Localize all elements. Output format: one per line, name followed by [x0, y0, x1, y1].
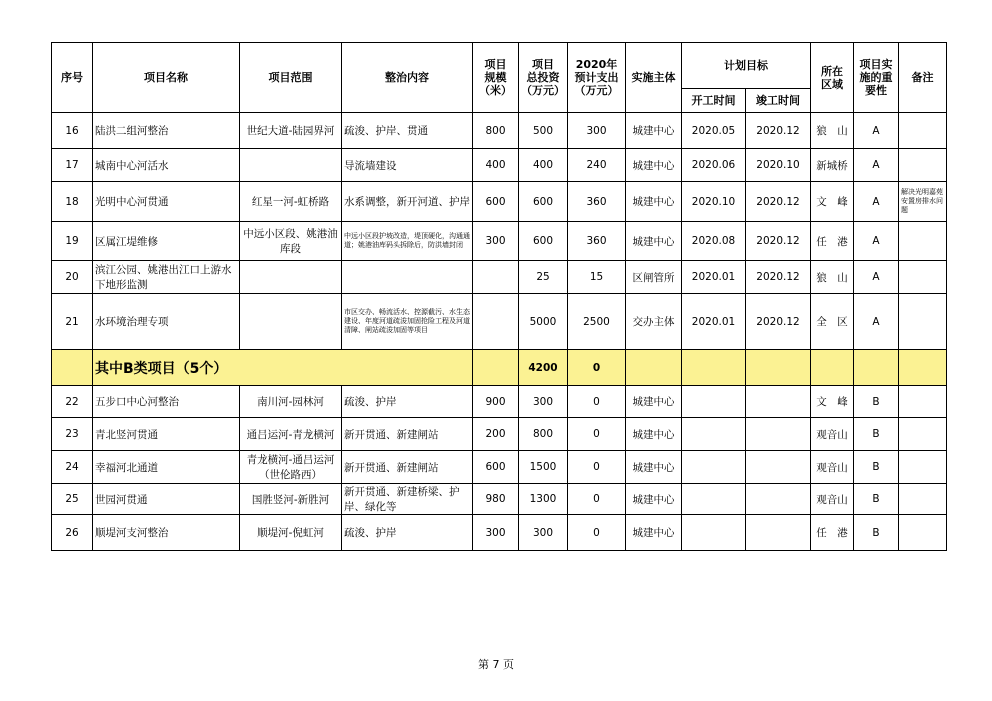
- cell-scale: 600: [473, 451, 519, 484]
- cell-entity: 交办主体: [626, 294, 682, 350]
- cell-expense: 0: [568, 451, 626, 484]
- cell-scale: 300: [473, 222, 519, 261]
- cell-seq: 18: [52, 182, 93, 222]
- cell-scope: 顺堤河-倪虹河: [240, 515, 342, 551]
- cell-content: 导流墙建设: [342, 149, 473, 182]
- cell-expense: 0: [568, 515, 626, 551]
- cell-area: 观音山: [811, 484, 854, 515]
- cat-blank: [682, 350, 746, 386]
- cell-importance: A: [854, 182, 899, 222]
- cell-expense: 0: [568, 386, 626, 418]
- cell-area: 观音山: [811, 451, 854, 484]
- cell-entity: 城建中心: [626, 182, 682, 222]
- cell-end: 2020.12: [746, 222, 811, 261]
- cell-expense: 2500: [568, 294, 626, 350]
- table-row: [52, 222, 947, 261]
- cell-importance: A: [854, 261, 899, 294]
- cell-entity: 城建中心: [626, 149, 682, 182]
- cell-content: 市区交办、畅流活水、控源截污、水生态建设、年度河道疏浚加固抢险工程及河道清障、闸站疏浚加固等项目: [342, 294, 473, 350]
- cell-notes: [899, 484, 947, 515]
- table-row: [52, 182, 947, 222]
- cell-scale: [473, 294, 519, 350]
- header-scope: 项目范围: [240, 43, 342, 113]
- cell-notes: [899, 386, 947, 418]
- cell-end: 2020.12: [746, 113, 811, 149]
- cell-content: 新开贯通、新建桥梁、护岸、绿化等: [342, 484, 473, 515]
- cell-end: 2020.12: [746, 182, 811, 222]
- cat-blank: [854, 350, 899, 386]
- table-row: [52, 451, 947, 484]
- table-row: [52, 484, 947, 515]
- cell-importance: A: [854, 222, 899, 261]
- cell-seq: 26: [52, 515, 93, 551]
- cell-start: [682, 418, 746, 451]
- cell-scale: 200: [473, 418, 519, 451]
- cell-start: 2020.05: [682, 113, 746, 149]
- cell-notes: [899, 113, 947, 149]
- cell-end: [746, 515, 811, 551]
- cell-content: 新开贯通、新建闸站: [342, 418, 473, 451]
- table-row: [52, 515, 947, 551]
- cell-seq: 24: [52, 451, 93, 484]
- cell-expense: 360: [568, 182, 626, 222]
- header-scale: 项目 规模 （米）: [473, 43, 519, 113]
- cell-name: 区属江堤维修: [93, 222, 240, 261]
- cell-notes: [899, 149, 947, 182]
- cell-scope: 南川河-园林河: [240, 386, 342, 418]
- cell-entity: 城建中心: [626, 451, 682, 484]
- cell-end: [746, 386, 811, 418]
- cell-end: 2020.10: [746, 149, 811, 182]
- cell-area: 任 港: [811, 515, 854, 551]
- cell-name: 五步口中心河整治: [93, 386, 240, 418]
- cell-invest: 800: [519, 418, 568, 451]
- cell-importance: B: [854, 451, 899, 484]
- cell-invest: 300: [519, 515, 568, 551]
- cell-end: 2020.12: [746, 261, 811, 294]
- cell-end: 2020.12: [746, 294, 811, 350]
- cell-start: 2020.08: [682, 222, 746, 261]
- cell-scope: [240, 261, 342, 294]
- cell-expense: 300: [568, 113, 626, 149]
- cell-notes: 解决光明嘉苑安置房排水问题: [899, 182, 947, 222]
- cell-end: [746, 451, 811, 484]
- cat-blank: [473, 350, 519, 386]
- cell-scope: [240, 149, 342, 182]
- cell-seq: 22: [52, 386, 93, 418]
- header-notes: 备注: [899, 43, 947, 113]
- header-area: 所在 区域: [811, 43, 854, 113]
- cell-entity: 城建中心: [626, 113, 682, 149]
- cell-seq: 17: [52, 149, 93, 182]
- cell-end: [746, 484, 811, 515]
- cell-start: 2020.01: [682, 261, 746, 294]
- cell-name: 幸福河北通道: [93, 451, 240, 484]
- cell-entity: 区闸管所: [626, 261, 682, 294]
- cell-scale: 900: [473, 386, 519, 418]
- cell-start: 2020.10: [682, 182, 746, 222]
- header-invest: 项目 总投资 （万元）: [519, 43, 568, 113]
- cat-blank: [811, 350, 854, 386]
- cell-content: 水系调整，新开河道、护岸: [342, 182, 473, 222]
- cell-importance: A: [854, 294, 899, 350]
- cell-scale: 400: [473, 149, 519, 182]
- cell-area: 狼 山: [811, 261, 854, 294]
- cat-blank: [899, 350, 947, 386]
- cell-expense: 360: [568, 222, 626, 261]
- header-entity: 实施主体: [626, 43, 682, 113]
- cell-scope: [240, 294, 342, 350]
- header-importance: 项目实 施的重 要性: [854, 43, 899, 113]
- cat-blank: [626, 350, 682, 386]
- cell-content: [342, 261, 473, 294]
- cell-expense: 15: [568, 261, 626, 294]
- cell-scope: 国胜竖河-新胜河: [240, 484, 342, 515]
- cell-entity: 城建中心: [626, 386, 682, 418]
- header-end: 竣工时间: [746, 89, 811, 113]
- cell-invest: 25: [519, 261, 568, 294]
- cell-scope: 通吕运河-青龙横河: [240, 418, 342, 451]
- table-row: [52, 418, 947, 451]
- table-row: [52, 149, 947, 182]
- cell-invest: 600: [519, 182, 568, 222]
- cell-notes: [899, 451, 947, 484]
- category-invest: 4200: [519, 350, 568, 386]
- table-row: [52, 294, 947, 350]
- cell-scale: 800: [473, 113, 519, 149]
- cell-entity: 城建中心: [626, 484, 682, 515]
- cell-name: 水环境治理专项: [93, 294, 240, 350]
- header-content: 整治内容: [342, 43, 473, 113]
- cell-content: 疏浚、护岸: [342, 515, 473, 551]
- cell-scale: 300: [473, 515, 519, 551]
- cell-importance: B: [854, 515, 899, 551]
- cell-start: [682, 515, 746, 551]
- cell-area: 文 峰: [811, 386, 854, 418]
- cell-seq: 25: [52, 484, 93, 515]
- cell-content: 新开贯通、新建闸站: [342, 451, 473, 484]
- category-expense: 0: [568, 350, 626, 386]
- cell-invest: 1500: [519, 451, 568, 484]
- cell-importance: B: [854, 386, 899, 418]
- cell-notes: [899, 261, 947, 294]
- cell-scale: [473, 261, 519, 294]
- cell-notes: [899, 294, 947, 350]
- cell-seq: 23: [52, 418, 93, 451]
- table-header: [52, 43, 947, 113]
- cell-start: [682, 484, 746, 515]
- cell-invest: 500: [519, 113, 568, 149]
- header-plan: 计划目标: [682, 43, 811, 89]
- cell-seq: 19: [52, 222, 93, 261]
- cell-invest: 5000: [519, 294, 568, 350]
- header-expense: 2020年 预计支出 （万元）: [568, 43, 626, 113]
- cell-content: 疏浚、护岸: [342, 386, 473, 418]
- cell-start: 2020.01: [682, 294, 746, 350]
- cell-seq: 20: [52, 261, 93, 294]
- cell-name: 顺堤河支河整治: [93, 515, 240, 551]
- cell-importance: A: [854, 113, 899, 149]
- cell-scope: 世纪大道-陆园界河: [240, 113, 342, 149]
- cell-notes: [899, 515, 947, 551]
- cell-name: 滨江公园、姚港出江口上游水下地形监测: [93, 261, 240, 294]
- cat-blank: [52, 350, 93, 386]
- cell-expense: 0: [568, 418, 626, 451]
- cell-name: 青北竖河贯通: [93, 418, 240, 451]
- cell-name: 光明中心河贯通: [93, 182, 240, 222]
- cell-end: [746, 418, 811, 451]
- cell-invest: 400: [519, 149, 568, 182]
- cell-invest: 600: [519, 222, 568, 261]
- cell-area: 狼 山: [811, 113, 854, 149]
- cell-scope: 青龙横河-通吕运河（世伦路西）: [240, 451, 342, 484]
- cell-entity: 城建中心: [626, 222, 682, 261]
- cell-seq: 21: [52, 294, 93, 350]
- cell-area: 新城桥: [811, 149, 854, 182]
- header-seq: 序号: [52, 43, 93, 113]
- cell-invest: 300: [519, 386, 568, 418]
- cell-start: [682, 451, 746, 484]
- cell-content: 中远小区段护坡改造，堤顶硬化，沟通通道；姚港油库码头拆除后，防洪墙封闭: [342, 222, 473, 261]
- header-name: 项目名称: [93, 43, 240, 113]
- header-start: 开工时间: [682, 89, 746, 113]
- cell-expense: 240: [568, 149, 626, 182]
- cell-start: 2020.06: [682, 149, 746, 182]
- cell-notes: [899, 222, 947, 261]
- cell-start: [682, 386, 746, 418]
- cell-scale: 600: [473, 182, 519, 222]
- table-row: [52, 113, 947, 149]
- cell-seq: 16: [52, 113, 93, 149]
- cell-area: 文 峰: [811, 182, 854, 222]
- category-row: [52, 350, 947, 386]
- cell-importance: B: [854, 484, 899, 515]
- cell-content: 疏浚、护岸、贯通: [342, 113, 473, 149]
- cell-invest: 1300: [519, 484, 568, 515]
- cell-scope: 中远小区段、姚港油库段: [240, 222, 342, 261]
- cell-entity: 城建中心: [626, 418, 682, 451]
- cell-scope: 红星一河-虹桥路: [240, 182, 342, 222]
- category-title: 其中B类项目（5个）: [93, 350, 473, 386]
- project-table: [51, 42, 947, 551]
- table-row: [52, 261, 947, 294]
- cell-notes: [899, 418, 947, 451]
- table-row: [52, 386, 947, 418]
- cell-importance: B: [854, 418, 899, 451]
- table-body: [52, 113, 947, 551]
- cell-name: 世园河贯通: [93, 484, 240, 515]
- cell-area: 全 区: [811, 294, 854, 350]
- cell-scale: 980: [473, 484, 519, 515]
- cell-expense: 0: [568, 484, 626, 515]
- cell-name: 陆洪二组河整治: [93, 113, 240, 149]
- cell-area: 任 港: [811, 222, 854, 261]
- cat-blank: [746, 350, 811, 386]
- cell-entity: 城建中心: [626, 515, 682, 551]
- cell-importance: A: [854, 149, 899, 182]
- cell-area: 观音山: [811, 418, 854, 451]
- cell-name: 城南中心河活水: [93, 149, 240, 182]
- page-number: 第 7 页: [478, 658, 514, 671]
